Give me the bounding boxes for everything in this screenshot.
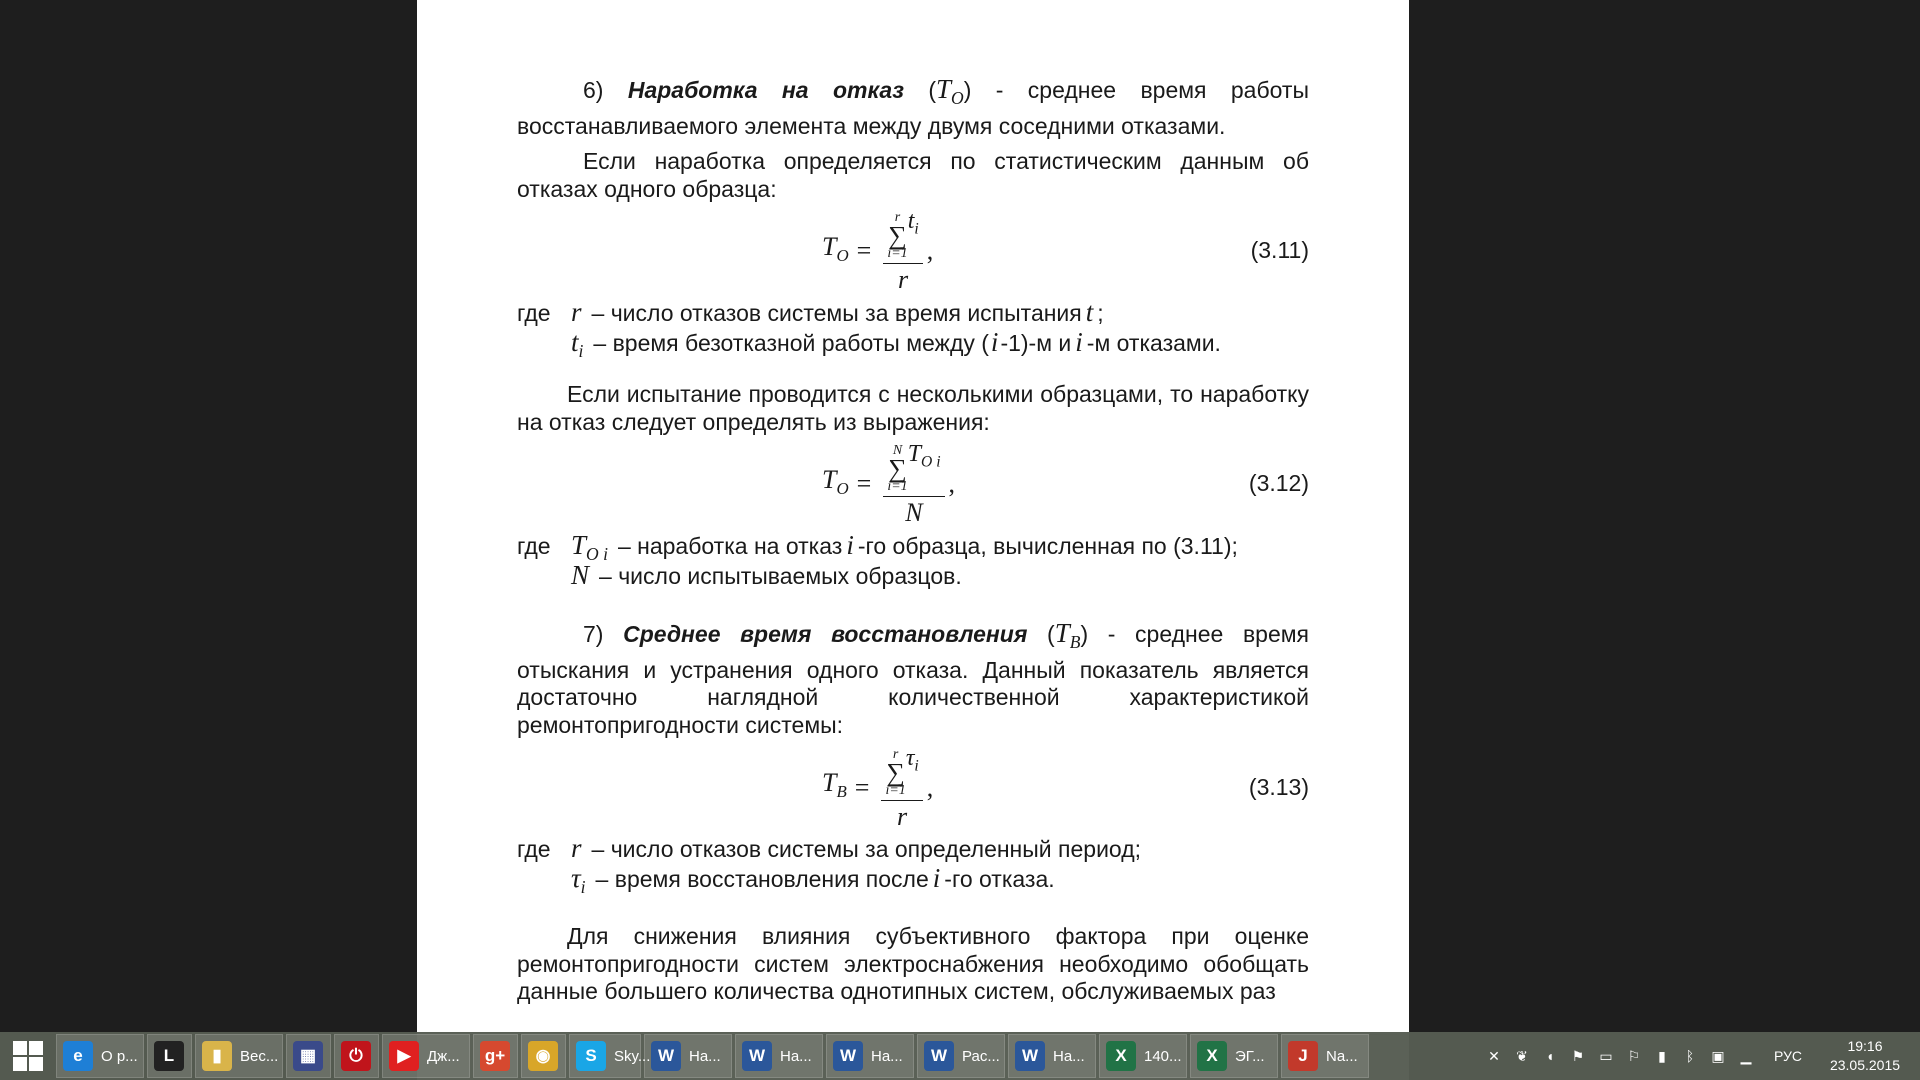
taskbar-item-pdf[interactable]: [1281, 1034, 1369, 1078]
flag-off-icon[interactable]: ⚑: [1571, 1047, 1585, 1064]
equation-number: (3.12): [1248, 470, 1309, 497]
taskbar-item-word1[interactable]: [644, 1034, 732, 1078]
chrome-icon: ◉: [528, 1041, 558, 1071]
taskbar-item-label: Дж...: [427, 1047, 460, 1065]
network-off-icon[interactable]: ✕: [1488, 1047, 1500, 1064]
pdf-icon: J: [1288, 1041, 1318, 1071]
power-icon: ⏻: [341, 1041, 371, 1071]
word5-icon: W: [1015, 1041, 1045, 1071]
paragraph-subjective-factor: Для снижения влияния субъективного фактора при оценке ремонтопригодности систем электроснабжения необходимо обобщать данные большего количества однотипных систем, обслуживаемых раз: [517, 923, 1309, 1005]
term-mttr: Среднее время восстановления: [623, 621, 1028, 648]
start-button[interactable]: [0, 1032, 56, 1080]
explorer-icon: ▮: [202, 1041, 232, 1071]
formula-3-12: $T_O$ = N ∑ i=1 $T_{O i}$ N , (3.12): [517, 436, 1309, 532]
excel1-icon: X: [1106, 1041, 1136, 1071]
taskbar-item-label: Рас...: [962, 1047, 1000, 1065]
skype-icon: S: [576, 1041, 606, 1071]
equation-number: (3.13): [1248, 773, 1309, 800]
document-body: [517, 76, 1309, 1006]
taskbar-item-gplus[interactable]: [473, 1034, 518, 1078]
taskbar-item-l-app[interactable]: [147, 1034, 192, 1078]
taskbar-item-word4[interactable]: [917, 1034, 1005, 1078]
taskbar-item-skype[interactable]: [569, 1034, 651, 1078]
taskbar-item-chrome[interactable]: [521, 1034, 566, 1078]
taskbar-item-label: Sky...: [614, 1047, 651, 1065]
display-icon[interactable]: ▣: [1711, 1047, 1725, 1064]
where-line: N – число испытываемых образцов.: [571, 560, 962, 591]
where-line: где $T_{O i}$ – наработка на отказ i -го образца, вычисленная по (3.11);: [517, 530, 1238, 565]
paragraph-mtbf: 6) Наработка на отказ $(T_O)$ - среднее время работы восстанавливаемого элемента между двумя соседними отказами.: [517, 74, 1309, 139]
word1-icon: W: [651, 1041, 681, 1071]
paragraph-mttr: 7) Среднее время восстановления $(T_B)$ - среднее время отыскания и устранения одного отказа. Данный показатель является достаточно наглядной количественной характеристикой ремонтопригодности системы:: [517, 618, 1310, 738]
app-bill-icon: ▦: [293, 1041, 323, 1071]
ie-icon: e: [63, 1041, 93, 1071]
taskbar-item-ie[interactable]: [56, 1034, 144, 1078]
taskbar-item-label: На...: [1053, 1047, 1085, 1065]
taskbar-item-app-bill[interactable]: [286, 1034, 331, 1078]
clock-time: 19:16: [1847, 1038, 1883, 1054]
youtube-icon: ▶: [389, 1041, 419, 1071]
taskbar-item-label: 140...: [1144, 1047, 1182, 1065]
taskbar-item-youtube[interactable]: [382, 1034, 470, 1078]
clock[interactable]: [1820, 1037, 1910, 1075]
bluetooth-icon[interactable]: ᛒ: [1685, 1048, 1695, 1064]
taskbar-item-excel2[interactable]: [1190, 1034, 1278, 1078]
where-line: где r – число отказов системы за определенный период;: [517, 833, 1142, 864]
term-mtbf: Наработка на отказ: [627, 77, 904, 103]
keyboard-icon[interactable]: ▭: [1599, 1047, 1613, 1064]
taskbar-item-explorer[interactable]: [195, 1034, 283, 1078]
symbol-to: $T_O$: [936, 74, 964, 109]
symbol-tb: $T_B$: [1054, 618, 1081, 653]
volume-icon[interactable]: ◖: [1545, 1048, 1555, 1064]
system-tray: [1480, 1032, 1920, 1080]
where-line: где r – число отказов системы за время испытания t ;: [517, 297, 1104, 328]
gplus-icon: g+: [480, 1041, 510, 1071]
taskbar-item-label: Na...: [1326, 1047, 1358, 1065]
taskbar-item-power[interactable]: [334, 1034, 379, 1078]
taskbar-apps: [56, 1034, 1372, 1078]
windows-logo-icon: [13, 1041, 43, 1071]
taskbar-item-label: ЭГ...: [1235, 1047, 1265, 1065]
formula-3-13: $T_B$ = r ∑ i=1 $\tau_i$ r , (3.13): [517, 739, 1309, 835]
where-line: $\tau_i$ – время восстановления после i -го отказа.: [571, 863, 1055, 898]
leaf-icon[interactable]: ❦: [1516, 1047, 1528, 1064]
taskbar-item-label: О р...: [101, 1047, 138, 1065]
word2-icon: W: [742, 1041, 772, 1071]
where-line: $t_i$ – время безотказной работы между ( i -1)-м и i -м отказами.: [571, 327, 1221, 362]
taskbar: [0, 1032, 1920, 1080]
paragraph-statistics: Если наработка определяется по статистическим данным об отказах одного образца:: [517, 148, 1309, 202]
language-indicator[interactable]: РУС: [1773, 1048, 1802, 1064]
l-app-icon: L: [154, 1041, 184, 1071]
formula-3-11: $T_O$ = r ∑ i=1 $t_i$ r , (3.11): [517, 203, 1309, 299]
taskbar-item-word3[interactable]: [826, 1034, 914, 1078]
battery-icon[interactable]: ▮: [1658, 1047, 1666, 1064]
taskbar-item-word2[interactable]: [735, 1034, 823, 1078]
taskbar-item-label: На...: [871, 1047, 903, 1065]
document-page: [417, 0, 1409, 1080]
word3-icon: W: [833, 1041, 863, 1071]
taskbar-item-excel1[interactable]: [1099, 1034, 1187, 1078]
excel2-icon: X: [1197, 1041, 1227, 1071]
paragraph-multiple-samples: Если испытание проводится с несколькими образцами, то наработку на отказ следует определять из выражения:: [517, 381, 1309, 435]
taskbar-item-label: На...: [780, 1047, 812, 1065]
action-center-icon[interactable]: ⚐: [1627, 1047, 1641, 1064]
clock-date: 23.05.2015: [1829, 1057, 1901, 1073]
taskbar-item-label: На...: [689, 1047, 721, 1065]
equation-number: (3.11): [1250, 237, 1309, 264]
signal-icon[interactable]: ▁: [1740, 1047, 1752, 1064]
taskbar-item-label: Вес...: [240, 1047, 279, 1065]
word4-icon: W: [924, 1041, 954, 1071]
taskbar-item-word5[interactable]: [1008, 1034, 1096, 1078]
